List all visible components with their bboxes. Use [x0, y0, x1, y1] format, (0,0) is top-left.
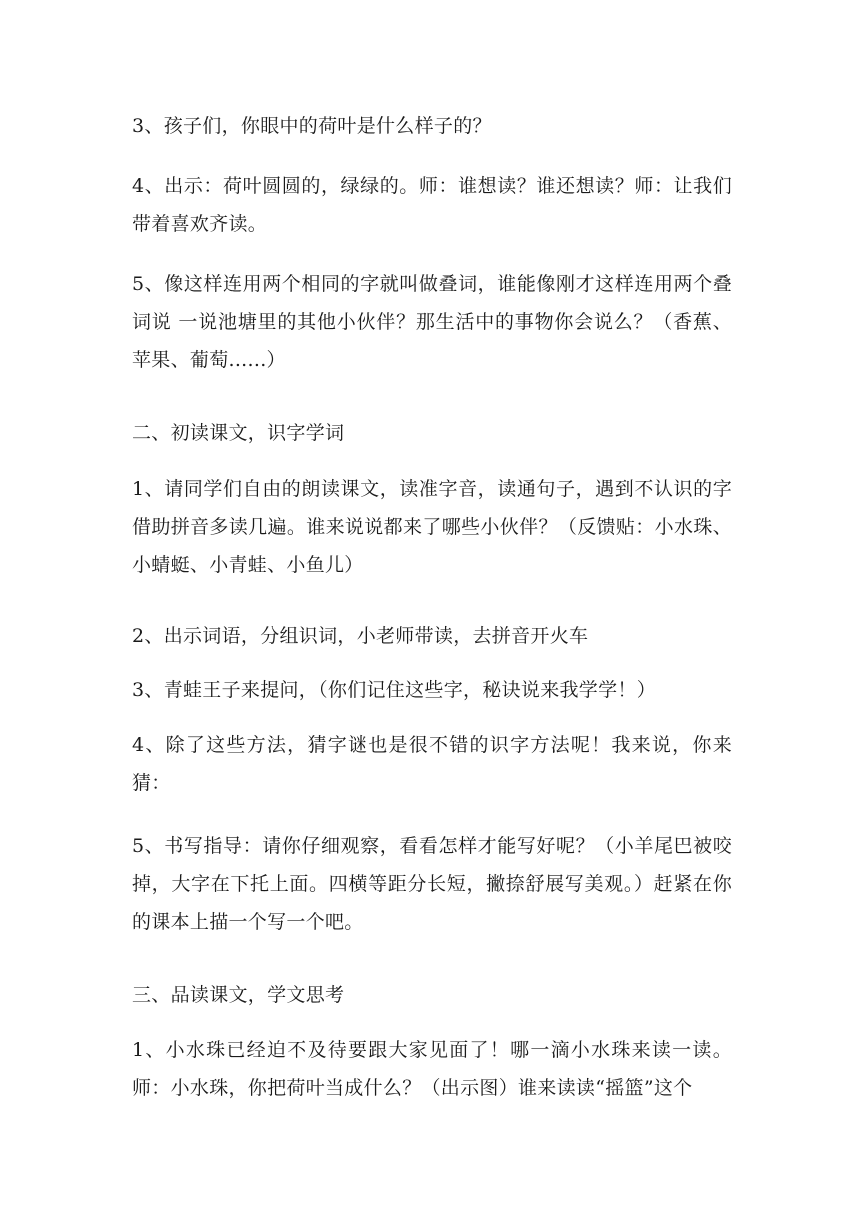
paragraph-item-4-show-text: 4、出示：荷叶圆圆的，绿绿的。师：谁想读？谁还想读？师：让我们带着喜欢齐读。: [132, 175, 732, 235]
paragraph-item-1-water-drop: 1、小水珠已经迫不及待要跟大家见面了！哪一滴小水珠来读一读。师：小水珠，你把荷叶当成什么？（出示图）谁来读读“摇篮”这个: [132, 1039, 732, 1099]
section-heading-first-reading: 二、初读课文，识字学词: [132, 422, 345, 444]
section-heading-close-reading: 三、品读课文，学文思考: [132, 984, 345, 1006]
paragraph-item-5-writing-guide: 5、书写指导：请你仔细观察，看看怎样才能写好呢？（小羊尾巴被咬掉，大字在下托上面。四横等距分长短，撇捺舒展写美观。）赶紧在你的课本上描一个写一个吧。: [132, 835, 732, 933]
paragraph-item-3-leaf-shape: 3、孩子们，你眼中的荷叶是什么样子的？: [132, 115, 492, 137]
paragraph-item-2-show-words: 2、出示词语，分组识词，小老师带读，去拼音开火车: [132, 625, 589, 647]
paragraph-item-4-riddles: 4、除了这些方法，猜字谜也是很不错的识字方法呢！我来说，你来猜：: [132, 734, 732, 794]
paragraph-item-3-frog-prince: 3、青蛙王子来提问，（你们记住这些字，秘诀说来我学学！）: [132, 679, 656, 701]
paragraph-item-5-reduplicated-words: 5、像这样连用两个相同的字就叫做叠词，谁能像刚才这样连用两个叠词说 一说池塘里的其他小伙伴？那生活中的事物你会说么？（香蕉、苹果、葡萄......）: [132, 273, 732, 371]
paragraph-item-1-free-reading: 1、请同学们自由的朗读课文，读准字音，读通句子，遇到不认识的字借助拼音多读几遍。谁来说说都来了哪些小伙伴？（反馈贴：小水珠、小蜻蜓、小青蛙、小鱼儿）: [132, 478, 732, 576]
